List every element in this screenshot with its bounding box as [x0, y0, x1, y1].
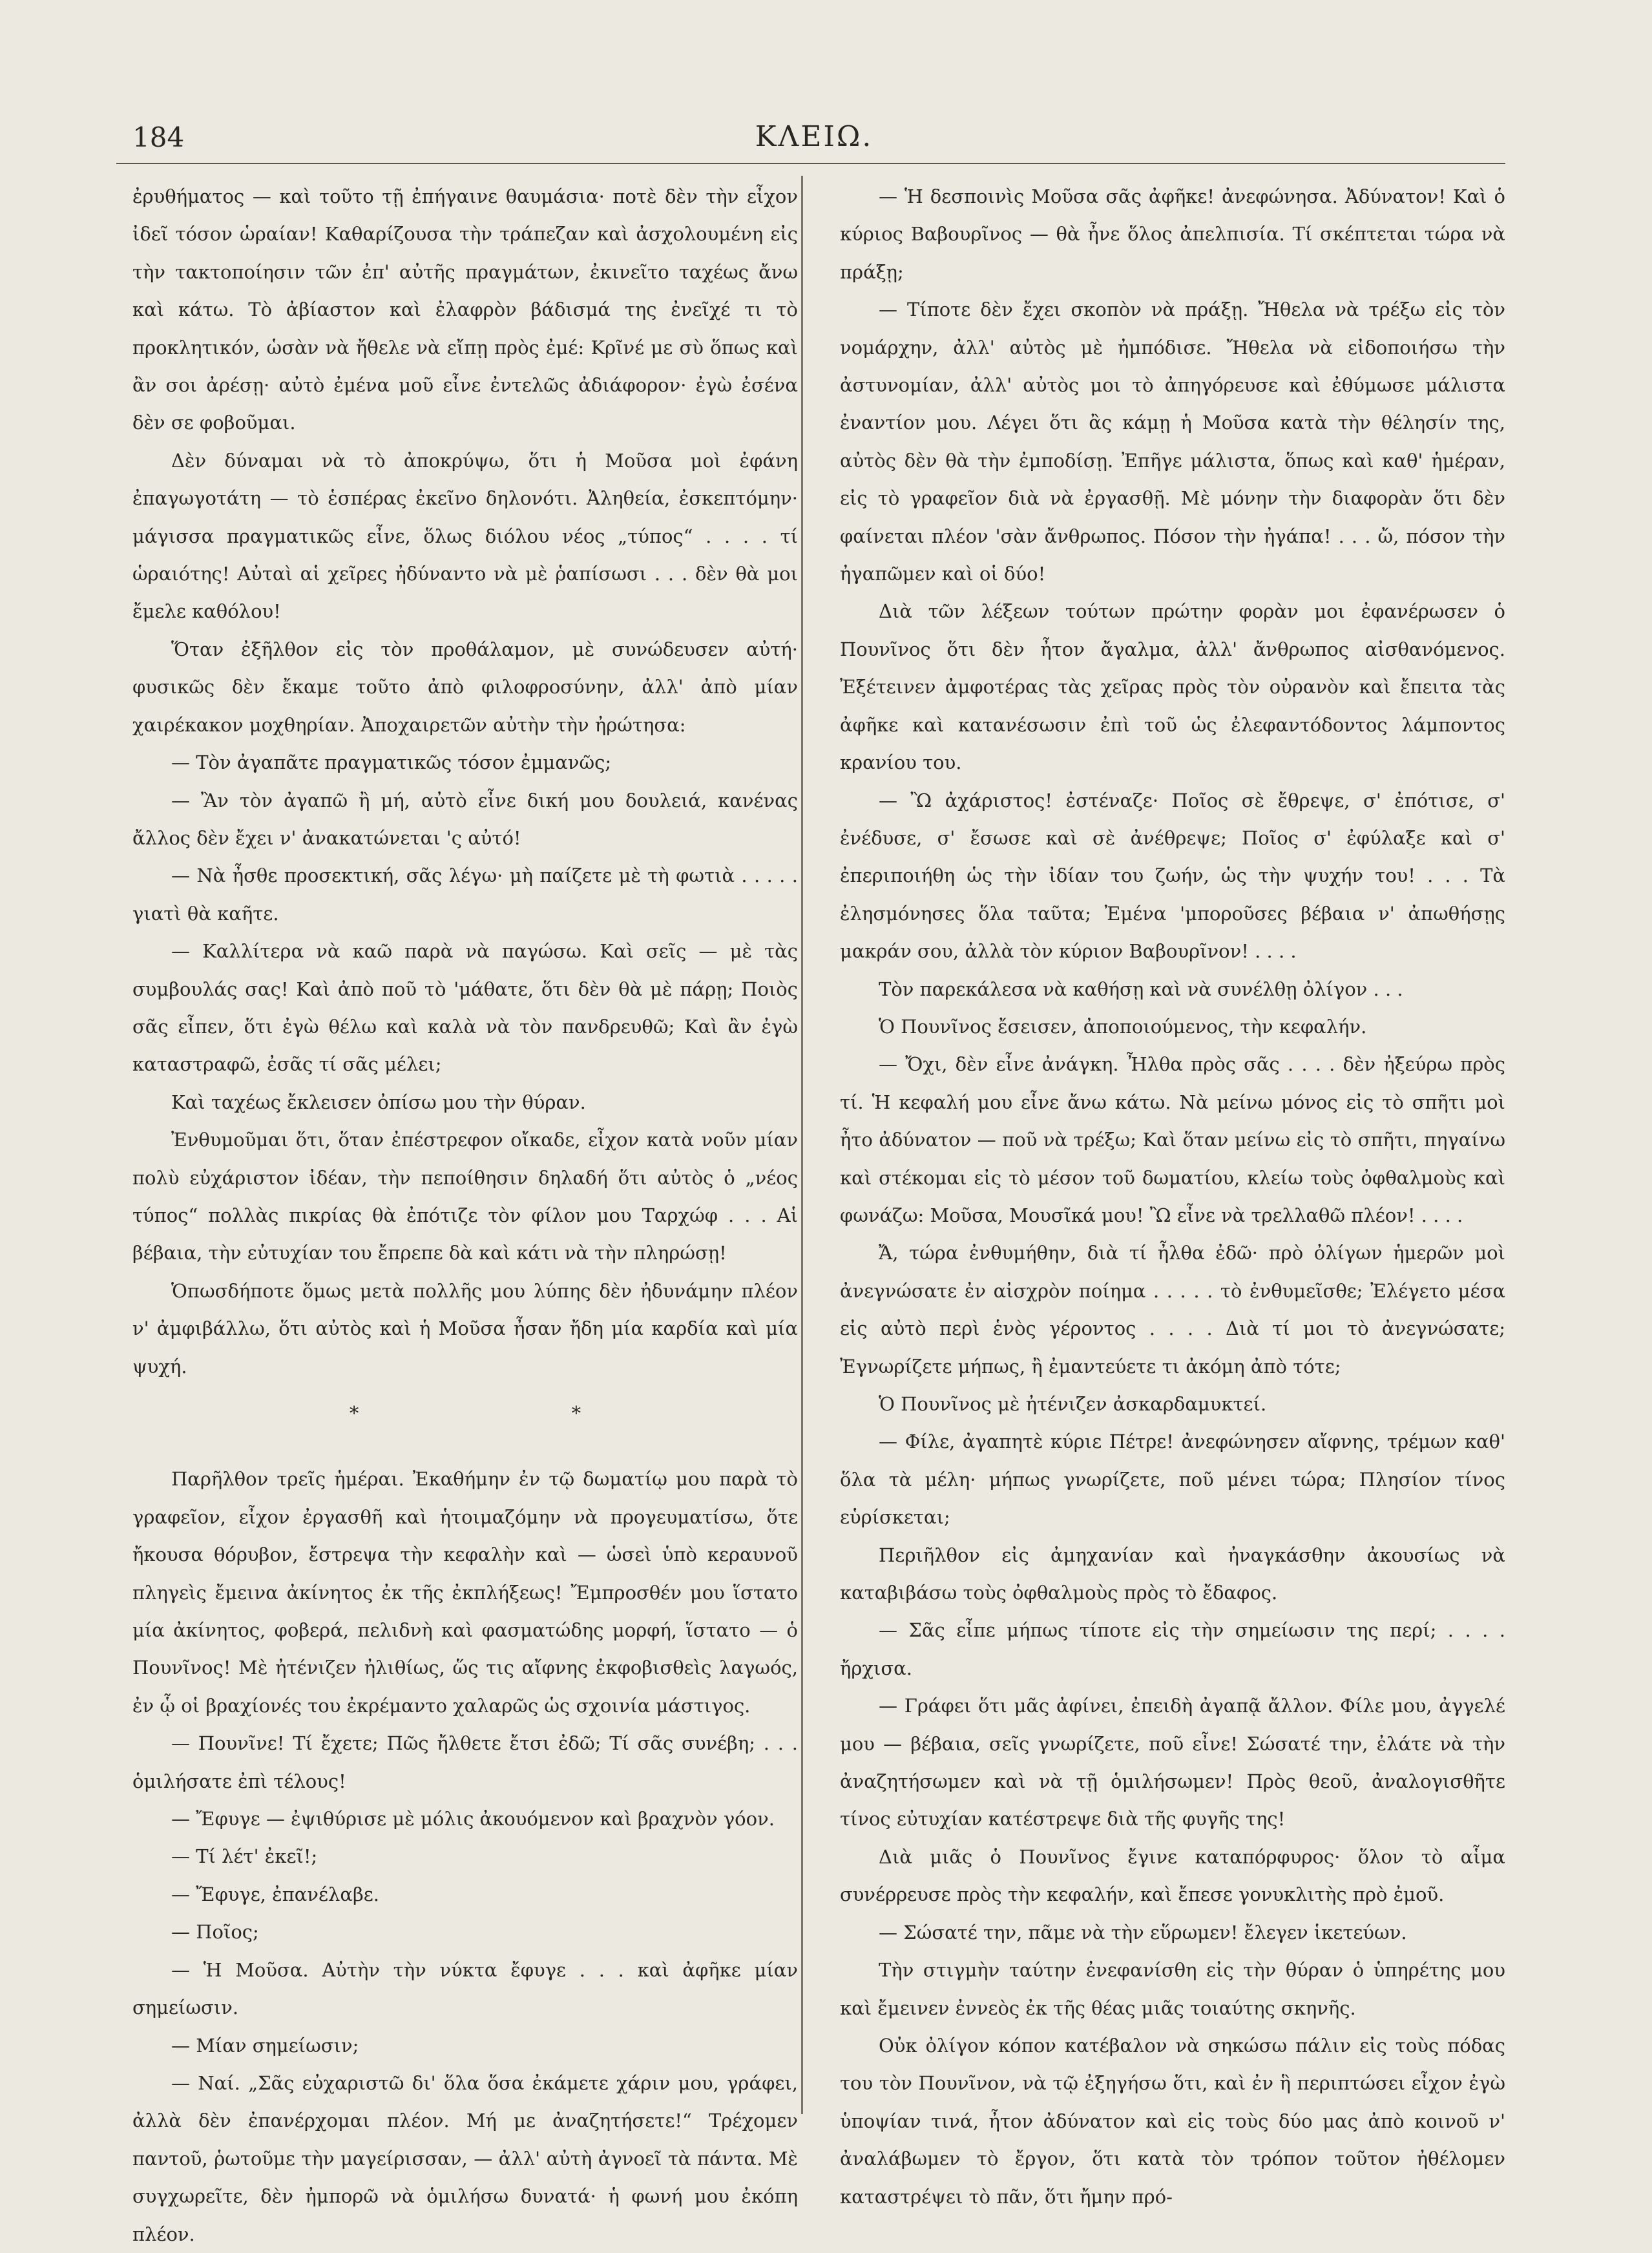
paragraph: Ὁπωσδήποτε ὅμως μετὰ πολλῆς μου λύπης δὲν ἠδυνάμην πλέον ν' ἀμφιβάλλω, ὅτι αὐτὸς καὶ ἡ Μοῦσα ἦσαν ἤδη μία καρδία καὶ μία ψυχή.: [132, 1279, 798, 1378]
paragraph: — Ἡ δεσποινὶς Μοῦσα σᾶς ἀφῆκε! ἀνεφώνησα. Ἀδύνατον! Καὶ ὁ κύριος Βαβουρῖνος — θὰ ἦνε ὅλος ἀπελπισία. Τί σκέπτεται τώρα νὰ πράξῃ;: [840, 185, 1505, 283]
page-header: [126, 118, 1502, 158]
paragraph: Οὐκ ὀλίγον κόπον κατέβαλον νὰ σηκώσω πάλιν εἰς τοὺς πόδας του τὸν Πουνῖνον, νὰ τῷ ἐξηγήσω ὅτι, καὶ ἐν ἣ περιπτώσει εἶχον ἐγὼ ὑποψίαν τινά, ἦτον ἀδύνατον καὶ εἰς τοὺς δύο μας ἀπὸ κοινοῦ ν' ἀναλάβωμεν τὸ ἔργον, ὅτι κατὰ τὸν τρόπον τοῦτον ἠθέλομεν καταστρέψει τὸ πᾶν, ὅτι ἤμην πρό-: [840, 2034, 1505, 2208]
paragraph: — Ἔφυγε — ἐψιθύρισε μὲ μόλις ἀκουόμενον καὶ βραχνὸν γόον.: [171, 1808, 775, 1830]
paragraph: — Τίποτε δὲν ἔχει σκοπὸν νὰ πράξῃ. Ἤθελα νὰ τρέξω εἰς τὸν νομάρχην, ἀλλ' αὐτὸς μὲ ἠμπόδισε. Ἤθελα νὰ εἰδοποιήσω τὴν ἀστυνομίαν, ἀλλ' αὐτὸς μοι τὸ ἀπηγόρευσε καὶ ἐθύμωσε μάλιστα ἐναντίον μου. Λέγει ὅτι ἂς κάμῃ ἡ Μοῦσα κατὰ τὴν θέλησίν της, αὐτὸς δὲν θὰ τὴν ἐμποδίσῃ. Ἐπῆγε μάλιστα, ὅπως καὶ καθ' ἡμέραν, εἰς τὸ γραφεῖον διὰ νὰ ἐργασθῇ. Μὲ μόνην τὴν διαφορὰν ὅτι δὲν φαίνεται πλέον 'σὰν ἄνθρωπος. Πόσον τὴν ἠγάπα! . . . ὤ, πόσον τὴν ἠγαπῶμεν καὶ οἱ δύο!: [840, 299, 1505, 585]
paragraph: — Ἂν τὸν ἀγαπῶ ἢ μή, αὐτὸ εἶνε δική μου δουλειά, κανένας ἄλλος δὲν ἔχει ν' ἀνακατώνεται 'ς αὐτό!: [132, 789, 798, 849]
paragraph: Διὰ τῶν λέξεων τούτων πρώτην φορὰν μοι ἐφανέρωσεν ὁ Πουνῖνος ὅτι δὲν ἦτον ἄγαλμα, ἀλλ' ἄνθρωπος αἰσθανόμενος. Ἐξέτεινεν ἀμφοτέρας τὰς χεῖρας πρὸς τὸν οὐρανὸν καὶ ἔπειτα τὰς ἀφῆκε καὶ κατανέσωσιν ἐπὶ τοῦ ὡς ἐλεφαντόδοντος λάμποντος κρανίου του.: [840, 600, 1505, 774]
section-separator: * *: [349, 1402, 685, 1424]
paragraph: — Ἔφυγε, ἐπανέλαβε.: [171, 1883, 380, 1905]
paragraph: Περιῆλθον εἰς ἀμηχανίαν καὶ ἠναγκάσθην ἀκουσίως νὰ καταβιβάσω τοὺς ὀφθαλμοὺς πρὸς τὸ ἔδαφος.: [840, 1544, 1505, 1604]
paragraph: — Σώσατέ την, πᾶμε νὰ τὴν εὕρωμεν! ἔλεγεν ἱκετεύων.: [879, 1921, 1407, 1944]
journal-title: ΚΛΕΙΩ.: [755, 120, 873, 153]
paragraph: — Ποῖος;: [171, 1921, 259, 1944]
paragraph: Ἄ, τώρα ἐνθυμήθην, διὰ τί ἦλθα ἐδῶ· πρὸ ὀλίγων ἡμερῶν μοὶ ἀνεγνώσατε ἐν αἰσχρὸν ποίημα . . . . . τὸ ἐνθυμεῖσθε; Ἐλέγετο μέσα εἰς αὐτὸ περὶ ἑνὸς γέροντος . . . . Διὰ τί μοι τὸ ἀνεγνώσατε; Ἐγνωρίζετε μήπως, ἢ ἐμαντεύετε τι ἀκόμη ἀπὸ τότε;: [840, 1242, 1505, 1378]
paragraph: — Τὸν ἀγαπᾶτε πραγματικῶς τόσον ἐμμανῶς;: [171, 751, 612, 774]
page-number: 184: [132, 121, 185, 153]
paragraph: — Φίλε, ἀγαπητὲ κύριε Πέτρε! ἀνεφώνησεν αἴφνης, τρέμων καθ' ὅλα τὰ μέλη· μήπως γνωρίζετε, ποῦ μένει τώρα; Πλησίον τίνος εὑρίσκεται;: [840, 1430, 1505, 1529]
paragraph: — Καλλίτερα νὰ καῶ παρὰ νὰ παγώσω. Καὶ σεῖς — μὲ τὰς συμβουλάς σας! Καὶ ἀπὸ ποῦ τὸ 'μάθατε, ὅτι δὲν θὰ μὲ πάρῃ; Ποιὸς σᾶς εἶπεν, ὅτι ἐγὼ θέλω καὶ καλὰ νὰ τὸν πανδρευθῶ; Καὶ ἂν ἐγὼ καταστραφῶ, ἐσᾶς τί σᾶς μέλει;: [132, 940, 798, 1076]
header-rule: [116, 163, 1505, 164]
paragraph: Καὶ ταχέως ἔκλεισεν ὀπίσω μου τὴν θύραν.: [171, 1091, 586, 1113]
paragraph: Παρῆλθον τρεῖς ἡμέραι. Ἐκαθήμην ἐν τῷ δωματίῳ μου παρὰ τὸ γραφεῖον, εἶχον ἐργασθῆ καὶ ἡτοιμαζόμην νὰ προγευματίσω, ὅτε ἤκουσα θόρυβον, ἔστρεψα τὴν κεφαλὴν καὶ — ὡσεὶ ὑπὸ κεραυνοῦ πληγεὶς ἔμεινα ἀκίνητος ἐκ τῆς ἐκπλήξεως! Ἔμπροσθέν μου ἵστατο μία ἀκίνητος, φοβερά, πελιδνὴ καὶ φασματώδης μορφή, ἵστατο — ὁ Πουνῖνος! Μὲ ἠτένιζεν ἠλιθίως, ὥς τις αἴφνης ἐκφοβισθεὶς λαγωός, ἐν ᾧ οἱ βραχίονές του ἐκρέμαντο χαλαρῶς ὡς σχοινία μάστιγος.: [132, 1468, 798, 1717]
paragraph: — Ὢ ἀχάριστος! ἐστέναζε· Ποῖος σὲ ἔθρεψε, σ' ἐπότισε, σ' ἐνέδυσε, σ' ἔσωσε καὶ σὲ ἀνέθρεψε; Ποῖος σ' ἐφύλαξε καὶ σ' ἐπεριποιήθη ὡς τὴν ἰδίαν του ζωήν, ὡς τὴν ψυχήν του! . . . Τὰ ἐλησμόνησες ὅλα ταῦτα; Ἐμένα 'μποροῦσες βέβαια ν' ἀπωθήσῃς μακράν σου, ἀλλὰ τὸν κύριον Βαβουρῖνον! . . . .: [840, 789, 1505, 963]
left-column: [132, 178, 798, 2245]
paragraph: — Μίαν σημείωσιν;: [171, 2034, 359, 2057]
paragraph: ἐρυθήματος — καὶ τοῦτο τῇ ἐπήγαινε θαυμάσια· ποτὲ δὲν τὴν εἶχον ἰδεῖ τόσον ὡραίαν! Καθαρίζουσα τὴν τράπεζαν καὶ ἀσχολουμένη εἰς τὴν τακτοποίησιν τῶν ἐπ' αὐτῆς πραγμάτων, ἐκινεῖτο ταχέως ἄνω καὶ κάτω. Τὸ ἀβίαστον καὶ ἐλαφρὸν βάδισμά της ἐνεῖχέ τι τὸ προκλητικόν, ὡσὰν νὰ ἤθελε νὰ εἴπῃ πρὸς ἐμέ: Κρῖνέ με σὺ ὅπως καὶ ἂν σοι ἀρέσῃ· αὐτὸ ἐμένα μοῦ εἶνε ἐντελῶς ἀδιάφορον· ἐγὼ ἐσένα δὲν σε φοβοῦμαι.: [132, 185, 798, 434]
paragraph: — Νὰ ἦσθε προσεκτική, σᾶς λέγω· μὴ παίζετε μὲ τὴ φωτιὰ . . . . . γιατὶ θὰ καῆτε.: [132, 865, 798, 925]
paragraph: Τὸν παρεκάλεσα νὰ καθήσῃ καὶ νὰ συνέλθῃ ὀλίγον . . .: [879, 978, 1403, 1000]
paragraph: Ὅταν ἐξῆλθον εἰς τὸν προθάλαμον, μὲ συνώδευσεν αὐτή· φυσικῶς δὲν ἔκαμε τοῦτο ἀπὸ φιλοφροσύνην, ἀλλ' ἀπὸ μίαν χαιρέκακον μοχθηρίαν. Ἀποχαιρετῶν αὐτὴν τὴν ἠρώτησα:: [132, 638, 798, 736]
paragraph: — Πουνῖνε! Τί ἔχετε; Πῶς ἤλθετε ἔτσι ἐδῶ; Τί σᾶς συνέβη; . . . ὁμιλήσατε ἐπὶ τέλους!: [132, 1732, 798, 1792]
paragraph: — Σᾶς εἶπε μήπως τίποτε εἰς τὴν σημείωσιν της περί; . . . . ἤρχισα.: [840, 1619, 1505, 1679]
paragraph: — Τί λέτ' ἐκεῖ!;: [171, 1845, 318, 1868]
paragraph: Ὁ Πουνῖνος μὲ ἠτένιζεν ἀσκαρδαμυκτεί.: [879, 1393, 1267, 1415]
paragraph: Δὲν δύναμαι νὰ τὸ ἀποκρύψω, ὅτι ἡ Μοῦσα μοὶ ἐφάνη ἐπαγωγοτάτη — τὸ ἑσπέρας ἐκεῖνο δηλονότι. Ἀληθεία, ἐσκεπτόμην· μάγισσα πραγματικῶς εἶνε, ὅλως διόλου νέος „τύπος“ . . . . τί ὡραιότης! Αὐταὶ αἱ χεῖρες ἠδύναντο νὰ μὲ ῥαπίσωσι . . . δὲν θὰ μοι ἔμελε καθόλου!: [132, 449, 798, 623]
column-divider: [801, 176, 803, 2114]
right-column: [840, 178, 1505, 2208]
paragraph: Ὁ Πουνῖνος ἔσεισεν, ἀποποιούμενος, τὴν κεφαλήν.: [879, 1015, 1367, 1038]
paragraph: — Ναί. „Σᾶς εὐχαριστῶ δι' ὅλα ὅσα ἐκάμετε χάριν μου, γράφει, ἀλλὰ δὲν ἐπανέρχομαι πλέον. Μή με ἀναζητήσετε!“ Τρέχομεν παντοῦ, ῥωτοῦμε τὴν μαγείρισσαν, — ἀλλ' αὐτὴ ἀγνοεῖ τὰ πάντα. Μὲ συγχωρεῖτε, δὲν ἠμπορῶ νὰ ὁμιλήσω δυνατά· ἡ φωνή μου ἐκόπη πλέον.: [132, 2071, 798, 2245]
paragraph: — Ἡ Μοῦσα. Αὐτὴν τὴν νύκτα ἔφυγε . . . καὶ ἀφῆκε μίαν σημείωσιν.: [132, 1958, 798, 2019]
paragraph: — Ὄχι, δὲν εἶνε ἀνάγκη. Ἦλθα πρὸς σᾶς . . . . δὲν ἠξεύρω πρὸς τί. Ἡ κεφαλή μου εἶνε ἄνω κάτω. Νὰ μείνω μόνος εἰς τὸ σπῆτι μοὶ ἦτο ἀδύνατον — ποῦ νὰ τρέξω; Καὶ ὅταν μείνω εἰς τὸ σπῆτι, πηγαίνω καὶ στέκομαι εἰς τὸ μέσον τοῦ δωματίου, κλείω τοὺς ὀφθαλμοὺς καὶ φωνάζω: Μοῦσα, Μουσῖκά μου! Ὢ εἶνε νὰ τρελλαθῶ πλέον! . . . .: [840, 1053, 1505, 1226]
paragraph: Διὰ μιᾶς ὁ Πουνῖνος ἔγινε καταπόρφυρος· ὅλον τὸ αἷμα συνέρρευσε πρὸς τὴν κεφαλήν, καὶ ἔπεσε γονυκλιτὴς πρὸ ἐμοῦ.: [840, 1845, 1505, 1906]
paragraph: Ἐνθυμοῦμαι ὅτι, ὅταν ἐπέστρεφον οἴκαδε, εἶχον κατὰ νοῦν μίαν πολὺ εὐχάριστον ἰδέαν, τὴν πεποίθησιν δηλαδή ὅτι αὐτὸς ὁ „νέος τύπος“ πολλὰς πικρίας θὰ ἐπότιζε τὸν φίλον μου Ταρχώφ . . . Αἱ βέβαια, τὴν εὐτυχίαν του ἔπρεπε δὰ καὶ κάτι νὰ τὴν πληρώσῃ!: [132, 1129, 798, 1264]
paragraph: — Γράφει ὅτι μᾶς ἀφίνει, ἐπειδὴ ἀγαπᾷ ἄλλον. Φίλε μου, ἀγγελέ μου — βέβαια, σεῖς γνωρίζετε, ποῦ εἶνε! Σώσατέ την, ἐλάτε νὰ τὴν ἀναζητήσωμεν καὶ νὰ τῇ ὁμιλήσωμεν! Πρὸς θεοῦ, ἀναλογισθῆτε τίνος εὐτυχίαν κατέστρεψε διὰ τῆς φυγῆς της!: [840, 1695, 1505, 1830]
paragraph: Τὴν στιγμὴν ταύτην ἐνεφανίσθη εἰς τὴν θύραν ὁ ὑπηρέτης μου καὶ ἔμεινεν ἐννεὸς ἐκ τῆς θέας μιᾶς τοιαύτης σκηνῆς.: [840, 1959, 1505, 2019]
